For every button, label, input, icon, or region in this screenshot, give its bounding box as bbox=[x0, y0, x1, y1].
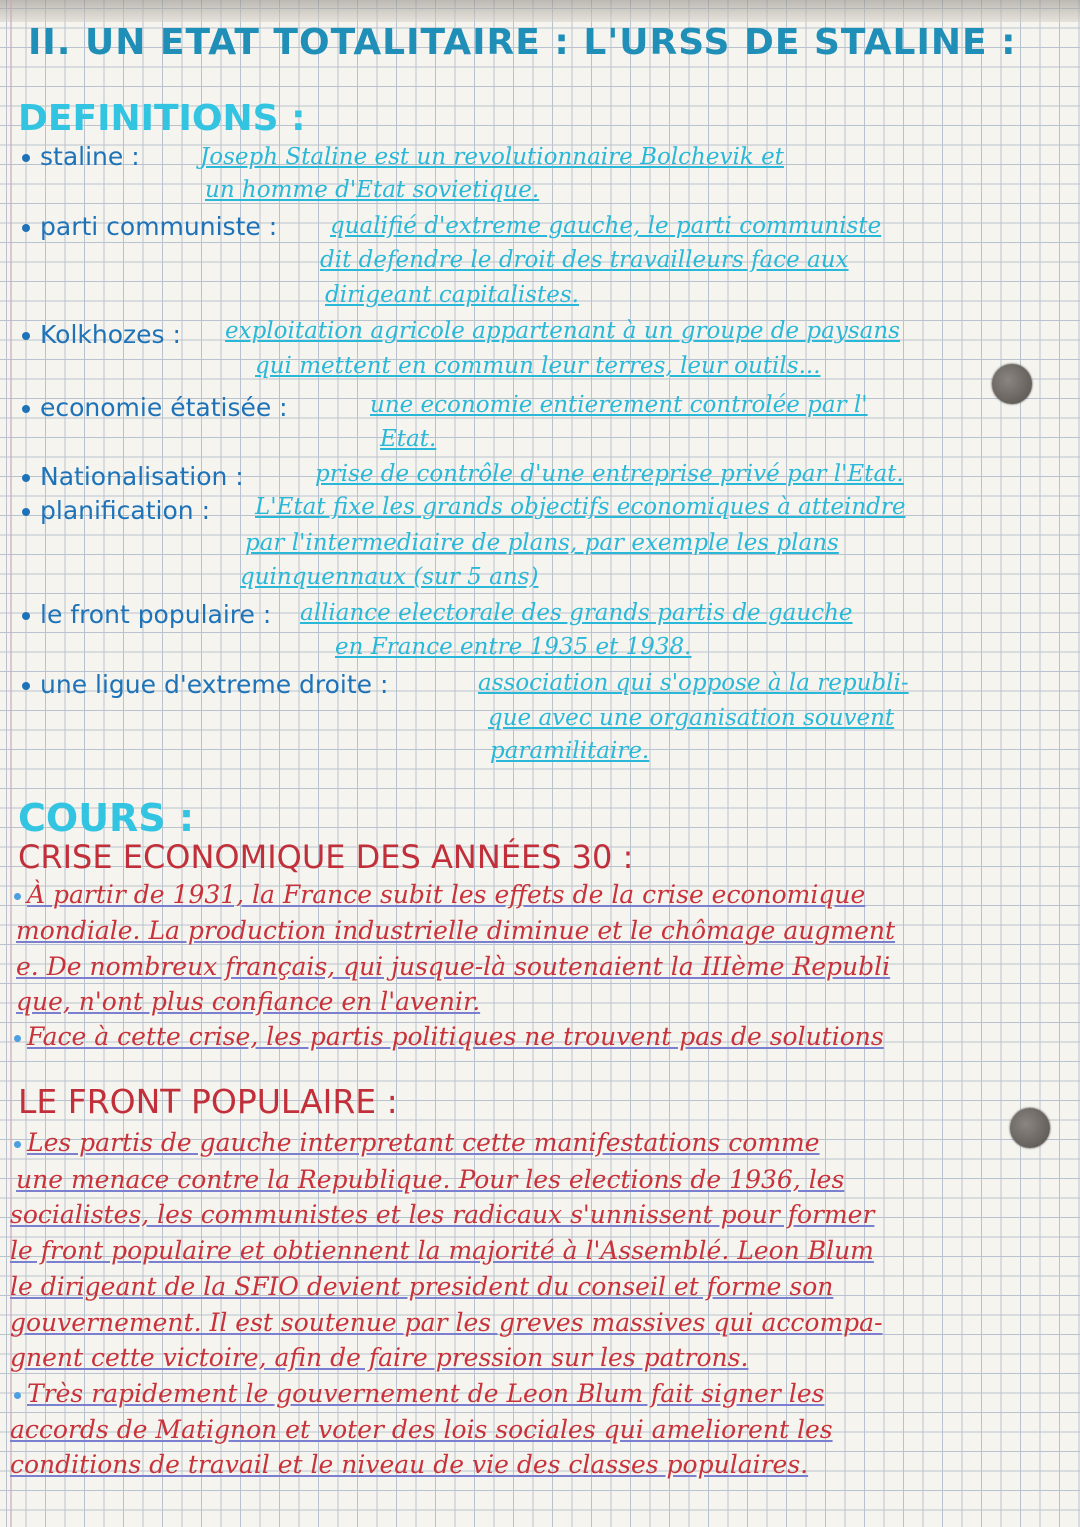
definition-text: Etat. bbox=[380, 426, 437, 452]
definition-term: Kolkhozes : bbox=[22, 320, 181, 349]
definition-text: une economie entierement controlée par l' bbox=[370, 392, 868, 418]
definition-term: staline : bbox=[22, 142, 140, 171]
bullet-icon bbox=[14, 1392, 21, 1399]
definition-term: planification : bbox=[22, 496, 210, 525]
bullet-icon bbox=[22, 154, 30, 162]
front-line: Très rapidement le gouvernement de Leon Blum fait signer les bbox=[14, 1379, 824, 1408]
front-line: le dirigeant de la SFIO devient president du conseil et forme son bbox=[10, 1272, 834, 1301]
crise-line: e. De nombreux français, qui jusque-là soutenaient la IIIème Republi bbox=[16, 952, 891, 981]
crise-line: que, n'ont plus confiance en l'avenir. bbox=[16, 987, 481, 1016]
bullet-icon bbox=[22, 474, 30, 482]
bullet-icon bbox=[22, 508, 30, 516]
definition-text: dit defendre le droit des travailleurs face aux bbox=[320, 247, 849, 273]
front-line: accords de Matignon et voter des lois sociales qui ameliorent les bbox=[10, 1415, 833, 1444]
front-line: le front populaire et obtiennent la majorité à l'Assemblé. Leon Blum bbox=[10, 1236, 874, 1265]
bullet-icon bbox=[14, 1141, 21, 1148]
binder-hole bbox=[1010, 1108, 1050, 1148]
crise-line: Face à cette crise, les partis politiques ne trouvent pas de solutions bbox=[14, 1022, 884, 1051]
definition-text: Joseph Staline est un revolutionnaire Bolchevik et bbox=[200, 144, 784, 170]
bullet-icon bbox=[14, 1035, 21, 1042]
front-populaire-heading: LE FRONT POPULAIRE : bbox=[18, 1082, 398, 1121]
front-line: Les partis de gauche interpretant cette manifestations comme bbox=[14, 1128, 820, 1157]
definition-text: alliance electorale des grands partis de gauche bbox=[300, 600, 853, 626]
page-title: II. UN ETAT TOTALITAIRE : L'URSS DE STALINE : bbox=[28, 22, 1017, 63]
binder-hole bbox=[992, 364, 1032, 404]
definition-text: quinquennaux (sur 5 ans) bbox=[240, 564, 539, 590]
bullet-icon bbox=[14, 893, 21, 900]
front-line: une menace contre la Republique. Pour les elections de 1936, les bbox=[16, 1165, 845, 1194]
bullet-icon bbox=[22, 405, 30, 413]
definition-text: en France entre 1935 et 1938. bbox=[335, 634, 692, 660]
front-line: socialistes, les communistes et les radicaux s'unnissent pour former bbox=[10, 1200, 875, 1229]
bullet-icon bbox=[22, 224, 30, 232]
crise-heading: CRISE ECONOMIQUE DES ANNÉES 30 : bbox=[18, 838, 634, 876]
crise-line: À partir de 1931, la France subit les effets de la crise economique bbox=[14, 880, 865, 909]
definition-text: que avec une organisation souvent bbox=[488, 705, 895, 731]
definition-text: par l'intermediaire de plans, par exemple les plans bbox=[245, 530, 839, 556]
bullet-icon bbox=[22, 612, 30, 620]
page-top-shadow bbox=[0, 0, 1080, 22]
definition-text: dirigeant capitalistes. bbox=[325, 282, 579, 308]
definition-term: une ligue d'extreme droite : bbox=[22, 670, 388, 699]
front-line: conditions de travail et le niveau de vie des classes populaires. bbox=[10, 1450, 809, 1479]
front-line: gnent cette victoire, afin de faire pression sur les patrons. bbox=[10, 1343, 749, 1372]
definition-text: paramilitaire. bbox=[490, 738, 650, 764]
definition-term: Nationalisation : bbox=[22, 462, 244, 491]
definition-text: prise de contrôle d'une entreprise privé par l'Etat. bbox=[315, 461, 904, 487]
definition-term: le front populaire : bbox=[22, 600, 271, 629]
bullet-icon bbox=[22, 682, 30, 690]
definitions-heading: DEFINITIONS : bbox=[18, 98, 306, 139]
definition-text: L'Etat fixe les grands objectifs economiques à atteindre bbox=[255, 494, 906, 520]
definition-term: economie étatisée : bbox=[22, 393, 288, 422]
front-line: gouvernement. Il est soutenue par les greves massives qui accompa- bbox=[10, 1308, 883, 1337]
definition-text: qualifié d'extreme gauche, le parti communiste bbox=[330, 213, 882, 239]
crise-line: mondiale. La production industrielle diminue et le chômage augment bbox=[16, 916, 896, 945]
definition-text: association qui s'oppose à la republi- bbox=[478, 670, 909, 696]
definition-text: un homme d'Etat sovietique. bbox=[205, 177, 540, 203]
bullet-icon bbox=[22, 332, 30, 340]
definition-text: exploitation agricole appartenant à un groupe de paysans bbox=[225, 318, 900, 344]
definition-text: qui mettent en commun leur terres, leur outils... bbox=[255, 353, 821, 379]
cours-heading: COURS : bbox=[18, 796, 195, 840]
definition-term: parti communiste : bbox=[22, 212, 277, 241]
